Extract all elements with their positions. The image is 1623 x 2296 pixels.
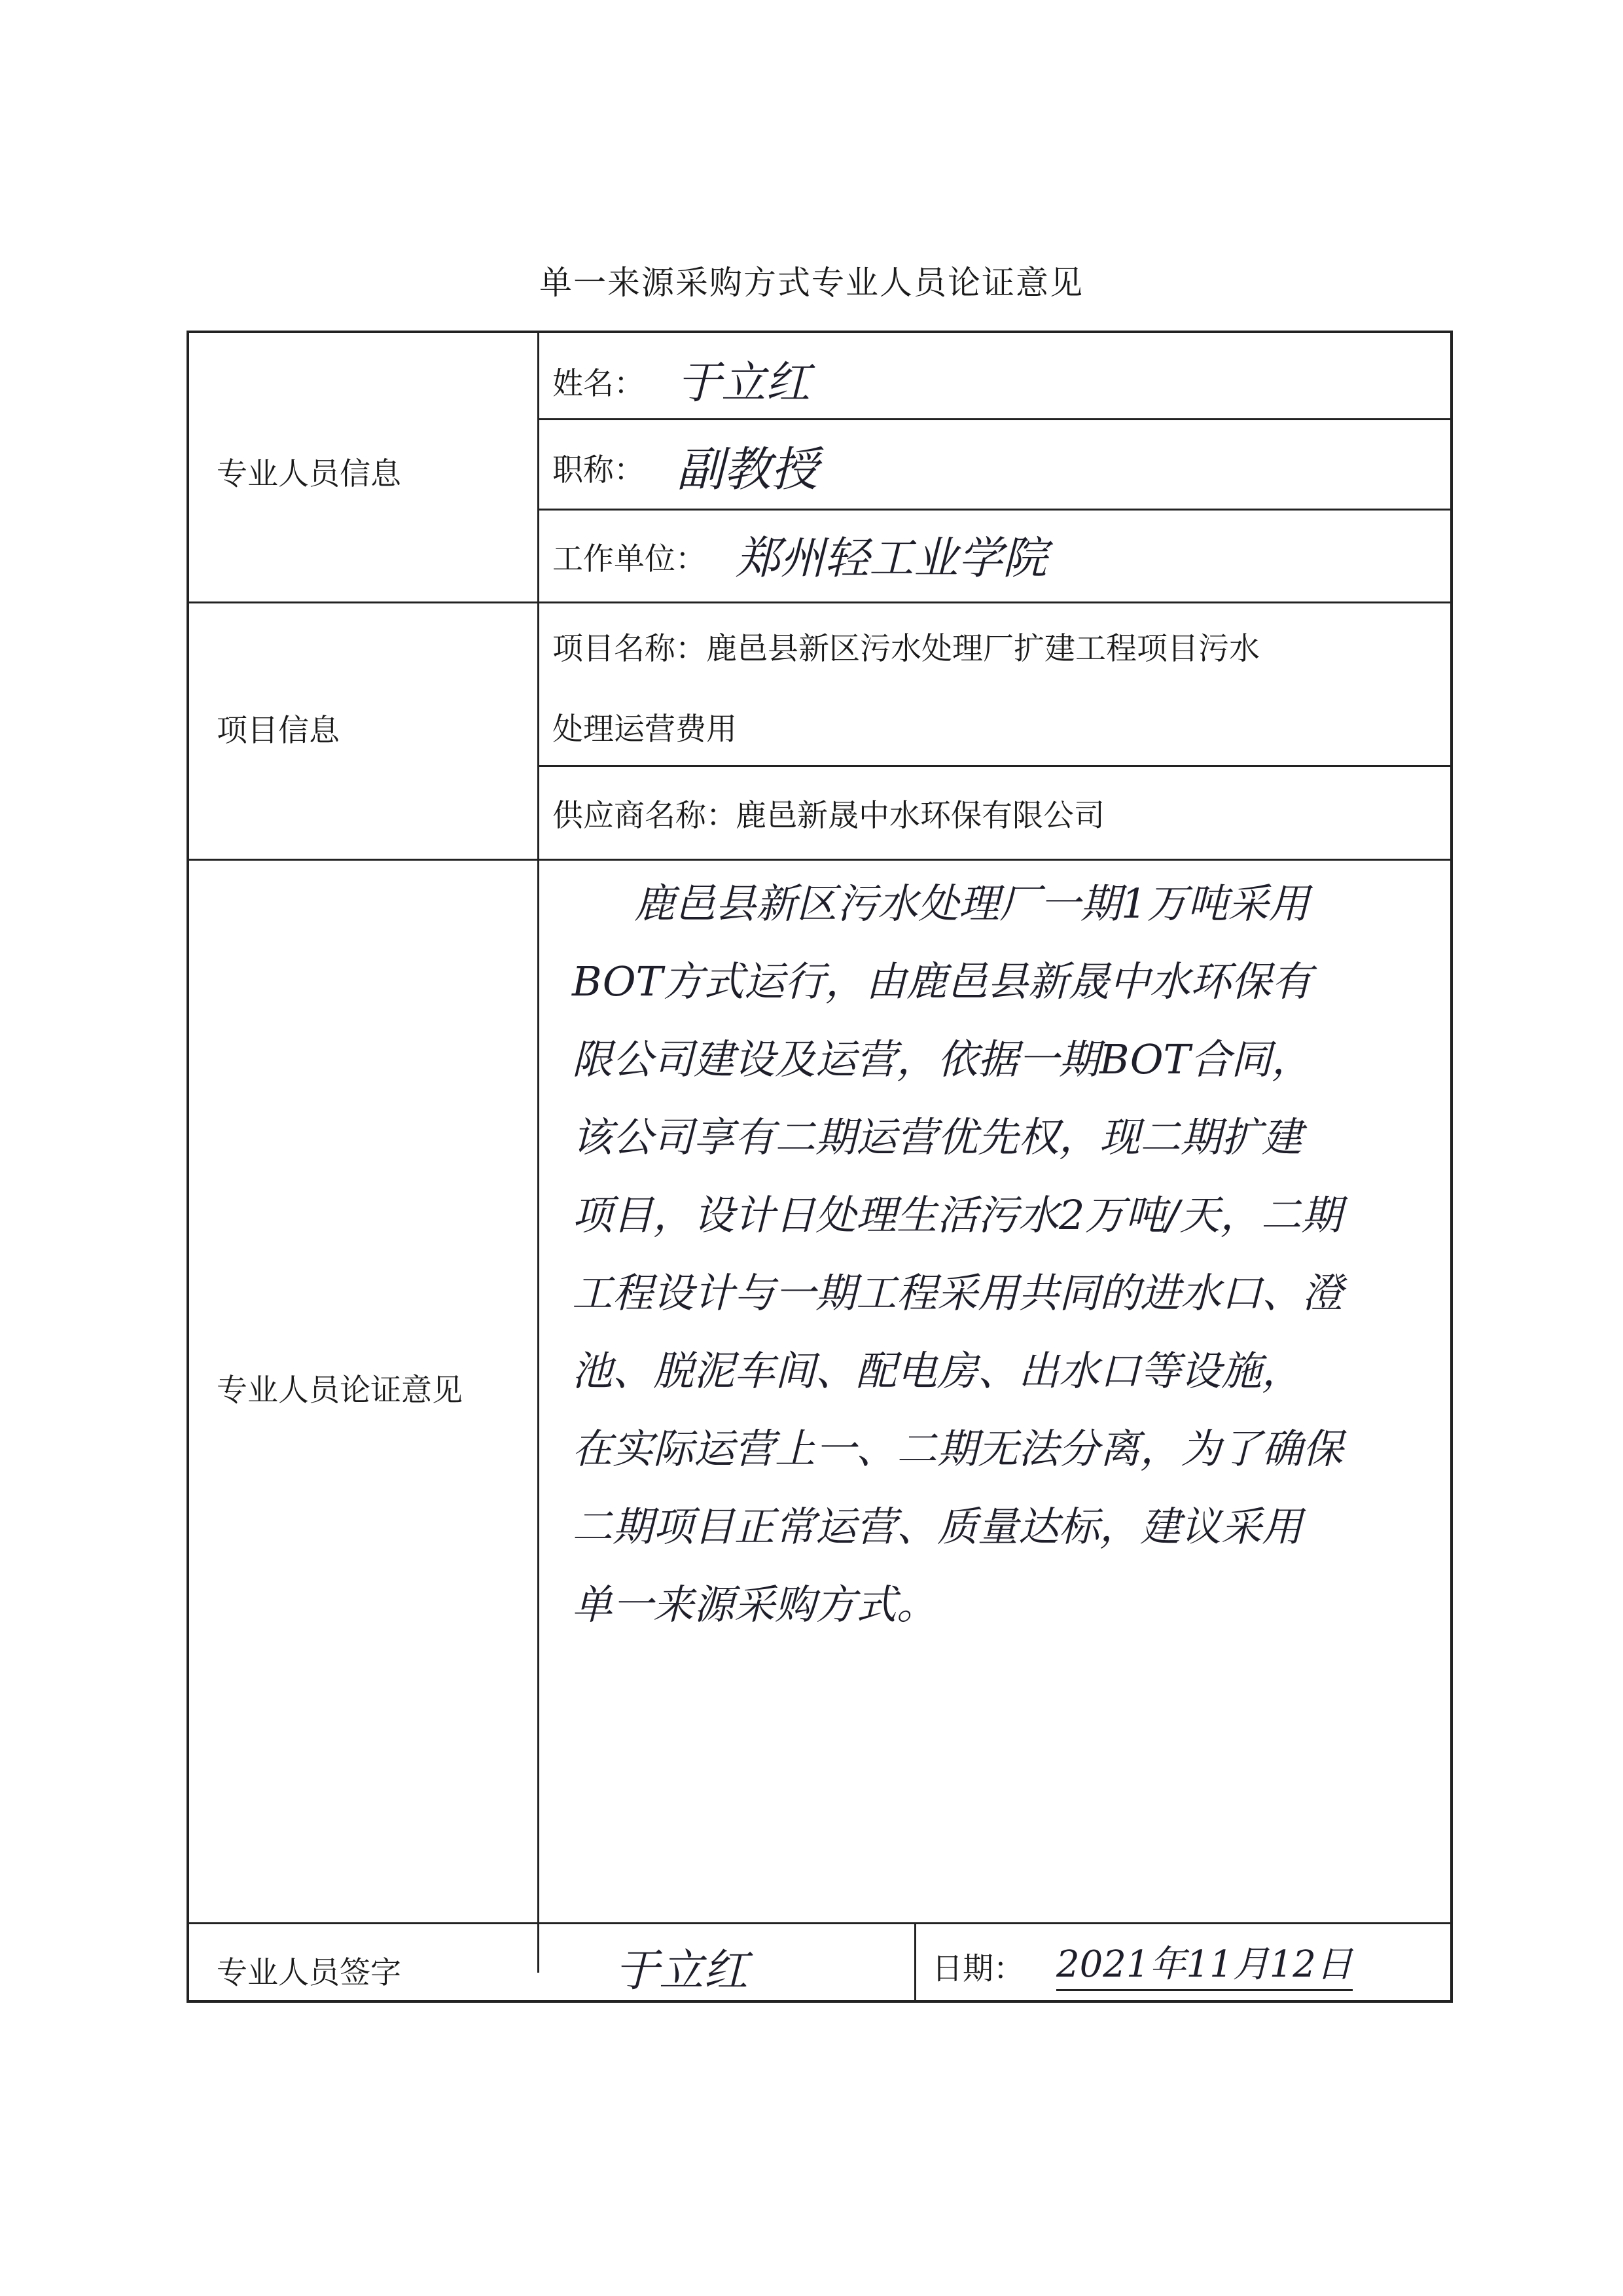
opinion-label: 专业人员论证意见	[217, 1372, 463, 1408]
date-value: 2021年11月12日	[1056, 1935, 1353, 1991]
opinion-line: 该公司享有二期运营优先权，现二期扩建	[572, 1113, 1303, 1161]
signature-value: 于立红	[615, 1945, 749, 1997]
opinion-line: 工程设计与一期工程采用共同的进水口、澄	[572, 1269, 1344, 1317]
opinion-line: 单一来源采购方式。	[572, 1581, 938, 1628]
divider-project-supplier	[537, 765, 1450, 767]
divider-name-title	[537, 418, 1450, 420]
supplier-label: 供应商名称：	[552, 798, 737, 834]
opinion-line: 限公司建设及运营，依据一期BOT合同，	[572, 1035, 1312, 1083]
signature-label: 专业人员签字	[217, 1955, 401, 1991]
employer-value: 郑州轻工业学院	[736, 533, 1048, 584]
title-label: 职称：	[552, 452, 645, 488]
divider-title-employer	[537, 509, 1450, 511]
expert-info-label: 专业人员信息	[217, 456, 401, 492]
opinion-line: 项目，设计日处理生活污水2万吨/天，二期	[572, 1191, 1342, 1239]
divider-project-opinion	[189, 859, 1450, 861]
supplier-value: 鹿邑新晟中水环保有限公司	[736, 798, 1105, 834]
page-title: 单一来源采购方式专业人员论证意见	[539, 264, 1084, 302]
name-label: 姓名：	[552, 366, 645, 402]
divider-expert-project	[189, 601, 1450, 603]
project-info-label: 项目信息	[217, 713, 340, 749]
column-divider	[537, 333, 539, 1973]
opinion-text	[572, 865, 1343, 1643]
divider-opinion-signature	[189, 1922, 1450, 1924]
opinion-line: 鹿邑县新区污水处理厂一期1万吨采用	[634, 880, 1310, 927]
argumentation-form	[187, 331, 1453, 2003]
opinion-line: 在实际运营上一、二期无法分离，为了确保	[572, 1425, 1344, 1473]
date-label: 日期：	[932, 1951, 1024, 1987]
name-value: 于立红	[677, 357, 811, 409]
opinion-line: 池、脱泥车间、配电房、出水口等设施，	[572, 1347, 1303, 1395]
employer-label: 工作单位：	[552, 541, 706, 577]
title-value: 副教授	[677, 442, 819, 497]
opinion-line: 二期项目正常运营、质量达标，建议采用	[572, 1503, 1303, 1551]
project-name-line2: 处理运营费用	[552, 711, 737, 747]
project-name-line1: 项目名称：鹿邑县新区污水处理厂扩建工程项目污水	[552, 631, 1260, 667]
opinion-line: BOT方式运行，由鹿邑县新晟中水环保有	[572, 958, 1312, 1005]
signature-divider	[914, 1922, 916, 2001]
